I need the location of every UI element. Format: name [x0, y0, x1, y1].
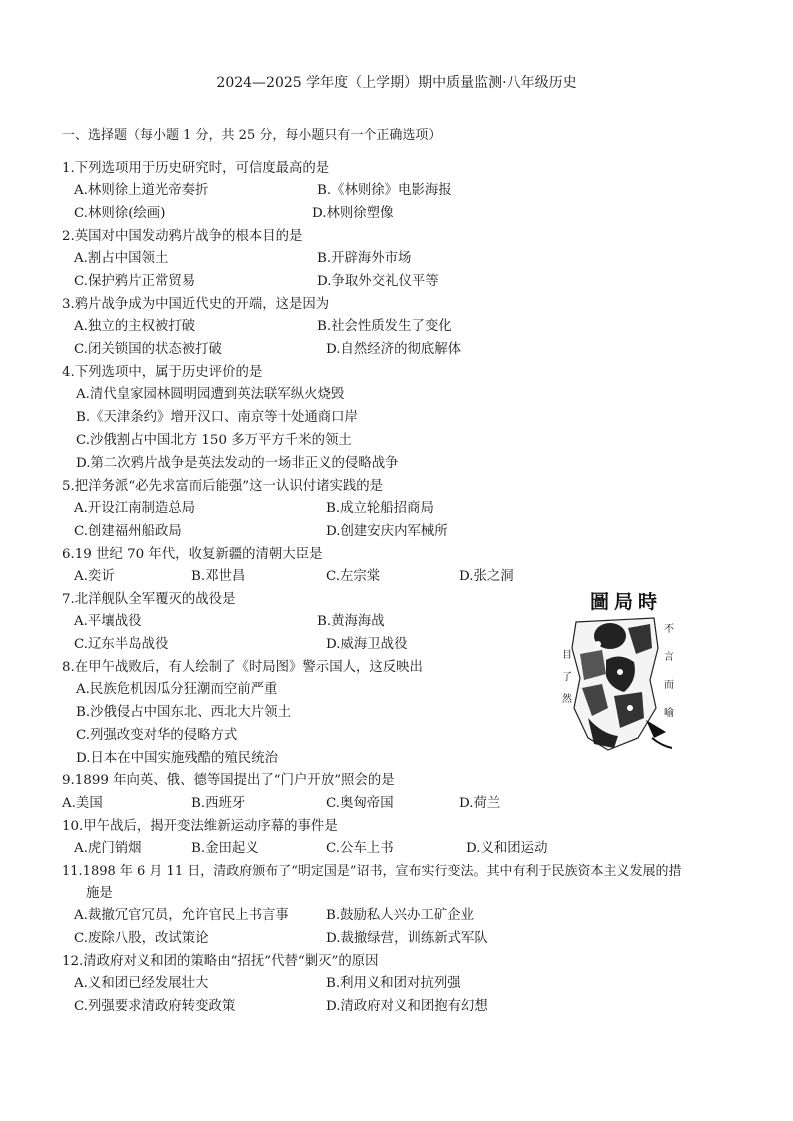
- question-2-option-d: D.争取外交礼仪平等: [317, 274, 439, 289]
- question-5-option-b: B.成立轮船招商局: [326, 501, 434, 516]
- question-12-option-b: B.利用义和团对抗列强: [326, 976, 461, 991]
- question-8-option-a: A.民族危机因瓜分狂潮而空前严重: [76, 682, 278, 697]
- question-6-option-d: D.张之洞: [459, 569, 514, 584]
- question-6-option-a: A.奕䜣: [74, 569, 115, 584]
- question-1-option-c: C.林则徐(绘画): [74, 206, 166, 221]
- question-11-stem: 11.1898 年 6 月 11 日，清政府颁布了“明定国是”诏书，宣布实行变法。其中有利于民族资本主义发展的措: [62, 864, 682, 879]
- question-3-stem: 3.鸦片战争成为中国近代史的开端，这是因为: [62, 297, 330, 312]
- figure-side-right-3: 而: [664, 680, 674, 691]
- question-5-option-c: C.创建福州船政局: [74, 524, 182, 539]
- question-11-option-c: C.废除八股，改试策论: [74, 931, 209, 946]
- question-1-stem: 1.下列选项用于历史研究时，可信度最高的是: [62, 161, 330, 176]
- question-10-option-a: A.虎门销烟: [74, 841, 142, 856]
- question-11-stem-continued: 施是: [86, 886, 113, 901]
- question-10-option-b: B.金田起义: [191, 841, 259, 856]
- question-3-option-d: D.自然经济的彻底解体: [326, 342, 462, 357]
- question-7-stem: 7.北洋舰队全军覆灭的战役是: [62, 592, 236, 607]
- question-11-option-b: B.鼓励私人兴办工矿企业: [326, 908, 475, 923]
- figure-side-left-1: 目: [562, 650, 572, 661]
- question-2-option-c: C.保护鸦片正常贸易: [74, 274, 196, 289]
- figure-title-char-3: 時: [638, 591, 658, 613]
- question-2-option-a: A.割占中国领土: [74, 251, 169, 266]
- question-9-option-d: D.荷兰: [459, 796, 501, 811]
- question-7-option-b: B.黄海海战: [317, 614, 385, 629]
- question-12-option-c: C.列强要求清政府转变政策: [74, 999, 236, 1014]
- shiju-tu-drawing: [558, 588, 684, 756]
- question-4-option-d: D.第二次鸦片战争是英法发动的一场非正义的侵略战争: [76, 456, 399, 471]
- figure-side-right-2: 言: [664, 652, 674, 663]
- question-6-option-c: C.左宗棠: [326, 569, 381, 584]
- figure-title-char-2: 局: [614, 591, 634, 613]
- question-8-option-b: B.沙俄侵占中国东北、西北大片领土: [76, 705, 291, 720]
- question-5-stem: 5.把洋务派“必先求富而后能强”这一认识付诸实践的是: [62, 479, 384, 494]
- section-heading: 一、选择题（每小题 1 分，共 25 分，每小题只有一个正确选项）: [62, 128, 442, 143]
- question-9-stem: 9.1899 年向英、俄、德等国提出了“门户开放”照会的是: [62, 773, 395, 788]
- question-9-option-c: C.奥匈帝国: [326, 796, 394, 811]
- figure-side-left-3: 然: [562, 694, 572, 705]
- figure-side-right-4: 喻: [664, 708, 674, 719]
- question-5-option-a: A.开设江南制造总局: [74, 501, 196, 516]
- question-12-option-d: D.清政府对义和团抱有幻想: [326, 999, 488, 1014]
- question-6-option-b: B.邓世昌: [191, 569, 246, 584]
- question-1-option-b: B.《林则徐》电影海报: [317, 183, 452, 198]
- question-7-option-c: C.辽东半岛战役: [74, 637, 169, 652]
- figure-side-right-1: 不: [664, 624, 674, 635]
- question-4-option-b: B.《天津条约》增开汉口、南京等十处通商口岸: [76, 410, 358, 425]
- figure-title-char-1: 圖: [590, 591, 610, 613]
- question-7-option-a: A.平壤战役: [74, 614, 142, 629]
- question-4-option-a: A.清代皇家园林圆明园遭到英法联军纵火烧毁: [76, 387, 345, 402]
- question-11-option-a: A.裁撤冗官冗员，允许官民上书言事: [74, 908, 289, 923]
- question-9-option-b: B.西班牙: [191, 796, 246, 811]
- figure-side-left-2: 了: [562, 672, 572, 683]
- question-10-stem: 10.甲午战后，揭开变法维新运动序幕的事件是: [62, 819, 338, 834]
- question-9-option-a: A.美国: [62, 796, 103, 811]
- question-4-option-c: C.沙俄割占中国北方 150 多万平方千米的领土: [76, 433, 352, 448]
- question-4-stem: 4.下列选项中，属于历史评价的是: [62, 365, 263, 380]
- question-8-option-c: C.列强改变对华的侵略方式: [76, 728, 238, 743]
- question-5-option-d: D.创建安庆内军械所: [326, 524, 448, 539]
- question-12-stem: 12.清政府对义和团的策略由“招抚”代替“剿灭”的原因: [62, 954, 379, 969]
- question-8-option-d: D.日本在中国实施残酷的殖民统治: [76, 751, 278, 766]
- question-1-option-a: A.林则徐上道光帝奏折: [74, 183, 209, 198]
- question-1-option-d: D.林则徐塑像: [312, 206, 394, 221]
- question-2-option-b: B.开辟海外市场: [317, 251, 412, 266]
- question-12-option-a: A.义和团已经发展壮大: [74, 976, 209, 991]
- question-8-stem: 8.在甲午战败后，有人绘制了《时局图》警示国人，这反映出: [62, 660, 423, 675]
- question-11-option-d: D.裁撤绿营，训练新式军队: [326, 931, 488, 946]
- shiju-tu-cartoon: [558, 588, 684, 756]
- question-10-option-c: C.公车上书: [326, 841, 394, 856]
- question-10-option-d: D.义和团运动: [466, 841, 548, 856]
- question-7-option-d: D.威海卫战役: [326, 637, 408, 652]
- page-title: 2024—2025 学年度（上学期）期中质量监测·八年级历史: [216, 75, 577, 91]
- question-2-stem: 2.英国对中国发动鸦片战争的根本目的是: [62, 229, 303, 244]
- question-3-option-c: C.闭关锁国的状态被打破: [74, 342, 222, 357]
- question-3-option-a: A.独立的主权被打破: [74, 319, 196, 334]
- question-6-stem: 6.19 世纪 70 年代，收复新疆的清朝大臣是: [62, 547, 323, 562]
- question-3-option-b: B.社会性质发生了变化: [317, 319, 452, 334]
